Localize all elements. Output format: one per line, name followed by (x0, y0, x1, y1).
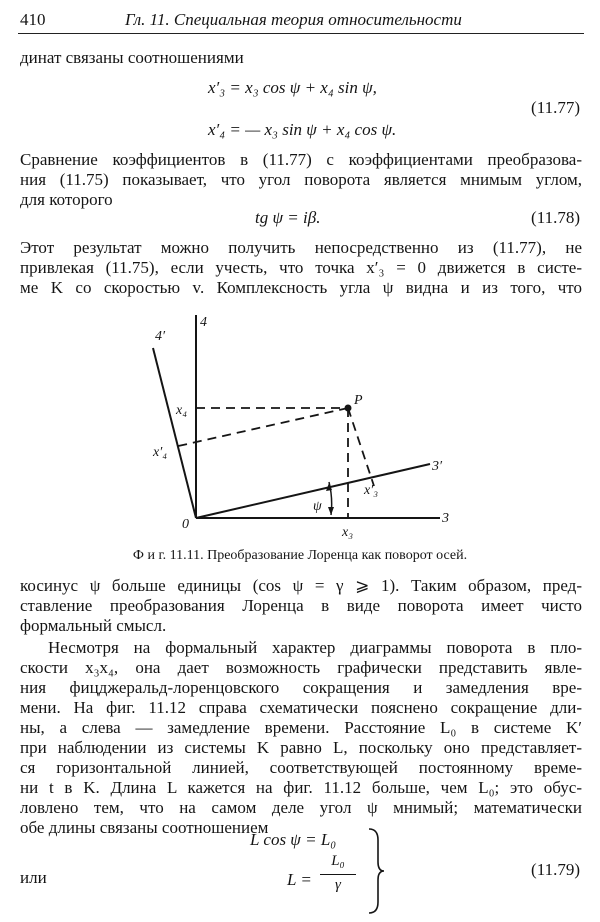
text-line: ставление преобразования Лоренца в виде поворота имеет чисто (20, 596, 582, 615)
text-line: косинус ψ больше единицы (cos ψ = γ ⩾ 1). Таким образом, пред- (20, 576, 582, 595)
label-4: 4 (200, 315, 207, 330)
or-word: или (20, 868, 47, 887)
fraction-bar (320, 874, 356, 875)
text-line: для которого (20, 190, 113, 209)
equation-11-77-row2: x′₄ = — x₃ sin ψ + x₄ cos ψ. (208, 120, 397, 139)
text-line: Этот результат можно получить непосредственно из (11.77), не (20, 238, 582, 257)
label-x4-prime: x′₄ (153, 445, 168, 460)
equation-11-79-row2-lhs: L = (287, 870, 312, 889)
label-x3: x₃ (342, 525, 354, 540)
text-line: скости x₃x₄, она дает возможность графически представить явле- (20, 658, 582, 677)
text-line: ся горизонтальной линией, соответствующей постоянному време- (20, 758, 582, 777)
equation-11-77-row1: x′₃ = x₃ cos ψ + x₄ sin ψ, (208, 78, 377, 97)
text-line: обе длины связаны соотношением (20, 818, 269, 837)
text-line: формальный смысл. (20, 616, 167, 635)
text-line: мени. На фиг. 11.12 справа схематически пояснено сокращение дли- (20, 698, 582, 717)
label-x4: x₄ (176, 403, 188, 418)
projection-x3-prime (348, 408, 374, 486)
label-p: P (354, 393, 363, 408)
lorentz-rotation-diagram (0, 300, 600, 545)
projection-x4-prime (174, 408, 348, 447)
equation-number-11-77: (11.77) (531, 98, 580, 117)
label-3-prime: 3′ (432, 459, 443, 474)
fraction-denominator: γ (335, 877, 341, 893)
label-origin: 0 (182, 517, 189, 532)
text-line: ловлено тем, что на самом деле угол ψ мнимый; математически (20, 798, 582, 817)
running-title: Гл. 11. Специальная теория относительности (125, 10, 462, 29)
label-psi: ψ (313, 499, 322, 514)
equation-11-78: tg ψ = iβ. (255, 208, 321, 227)
point-p (345, 405, 352, 412)
equation-11-79-row1: L cos ψ = L₀ (250, 830, 337, 849)
label-3: 3 (442, 511, 449, 526)
text-line: ны, а слева — замедление времени. Расстояние L₀ в системе K′ (20, 718, 582, 737)
equation-number-11-78: (11.78) (531, 208, 580, 227)
text-line: ме K со скоростью v. Комплексность угла ψ видна и из того, что (20, 278, 582, 297)
figure-caption: Ф и г. 11.11. Преобразование Лоренца как поворот осей. (132, 548, 468, 563)
header-rule (18, 33, 584, 34)
label-x3-prime: x′₃ (364, 483, 379, 498)
axis-4-prime (153, 348, 196, 518)
text-line: привлекая (11.75), если учесть, что точка x′₃ = 0 движется в систе- (20, 258, 582, 277)
page-number: 410 (20, 10, 46, 29)
equation-number-11-79: (11.79) (531, 860, 580, 879)
text-line: Несмотря на формальный характер диаграммы поворота в пло- (48, 638, 582, 657)
text-line: Сравнение коэффициентов в (11.77) с коэффициентами преобразова- (20, 150, 582, 169)
angle-arrow-bottom (328, 507, 334, 515)
text-line: ния (11.75) показывает, что угол поворота является мнимым углом, (20, 170, 582, 189)
text-line: ния фицджеральд-лоренцовского сокращения и замедления вре- (20, 678, 582, 697)
text-line: динат связаны соотношениями (20, 48, 244, 67)
fraction-numerator: L₀ (331, 853, 345, 869)
text-line: ни t в K. Длина L кажется на фиг. 11.12 больше, чем L₀; это обус- (20, 778, 582, 797)
label-4-prime: 4′ (155, 329, 166, 344)
right-brace (366, 826, 386, 916)
text-line: при наблюдении из системы K равно L, поскольку оно представляет- (20, 738, 582, 757)
